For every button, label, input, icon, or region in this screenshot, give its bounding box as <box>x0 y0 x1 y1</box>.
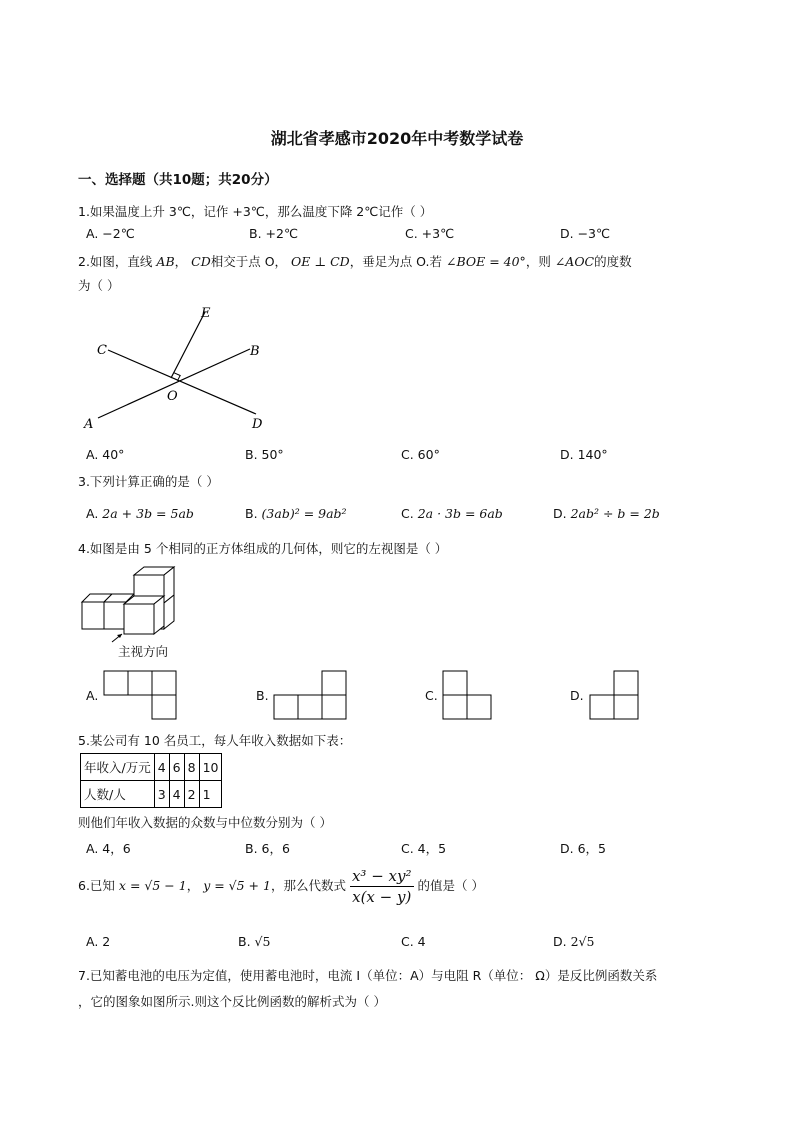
option-letter: D. <box>553 506 567 521</box>
line-cd <box>108 350 256 414</box>
q2-math-aoc: ∠AOC <box>554 254 595 269</box>
q4-option-c-label: C. <box>425 688 438 703</box>
q2-stem-part: 相交于点 O， <box>210 254 288 269</box>
table-cell: 1 <box>199 781 222 808</box>
q3-a-math: 2a + 3b = 5ab <box>102 506 194 521</box>
question-7-line1: 7.已知蓄电池的电压为定值，使用蓄电池时，电流 I（单位：A）与电阻 R（单位： Ω）是反比例函数关系 <box>78 968 658 983</box>
table-cell: 4 <box>169 781 184 808</box>
q4-option-b-figure <box>273 670 347 720</box>
q6-fraction <box>350 866 414 907</box>
question-6-stem <box>78 864 484 908</box>
q2-math-boe: ∠BOE = 40° <box>445 254 526 269</box>
option-letter: A. <box>86 506 99 521</box>
q3-option-c <box>401 506 503 521</box>
q1-option-d: D. −3℃ <box>560 226 611 241</box>
table-row <box>81 754 222 781</box>
q6-option-a: A. 2 <box>86 934 111 949</box>
q2-stem-part: ，垂足为点 O.若 <box>349 254 442 269</box>
q4-option-a-figure <box>103 670 177 720</box>
q6-stem-part: 的值是（ ） <box>417 878 484 893</box>
q6-math-x: x = √5 − 1 <box>118 878 187 893</box>
question-3-stem: 3.下列计算正确的是（ ） <box>78 474 219 489</box>
table-cell: 10 <box>199 754 222 781</box>
q6-stem-part: ，那么代数式 <box>270 878 346 893</box>
table-cell: 4 <box>154 754 169 781</box>
q4-option-b-label: B. <box>256 688 269 703</box>
q4-option-d-figure <box>589 670 639 720</box>
line-ab <box>98 349 250 418</box>
q6-b-math: √5 <box>254 934 271 949</box>
q6-option-c: C. 4 <box>401 934 426 949</box>
table-row <box>81 781 222 808</box>
q6-fraction-denominator: x(x − y) <box>352 888 412 906</box>
q3-option-a <box>86 506 194 521</box>
q2-option-d: D. 140° <box>560 447 608 462</box>
q6-stem-part: 6.已知 <box>78 878 115 893</box>
q2-option-a: A. 40° <box>86 447 125 462</box>
option-letter: B. <box>245 506 258 521</box>
q2-math-ab: AB <box>156 254 175 269</box>
q4-option-d-label: D. <box>570 688 584 703</box>
option-letter: B. <box>238 934 251 949</box>
q4-option-a-label: A. <box>86 688 99 703</box>
question-7-line2: ，它的图象如图所示.则这个反比例函数的解析式为（ ） <box>78 994 386 1009</box>
q6-option-d <box>553 934 594 949</box>
page-title: 湖北省孝感市2020年中考数学试卷 <box>270 129 524 148</box>
q3-option-d <box>553 506 660 521</box>
q5-option-d: D. 6，5 <box>560 841 606 856</box>
q3-b-math: (3ab)² = 9ab² <box>261 506 347 521</box>
q4-direction-label: 主视方向 <box>118 644 169 659</box>
question-5-stem: 5.某公司有 10 名员工，每人年收入数据如下表： <box>78 733 352 748</box>
q1-option-c: C. +3℃ <box>405 226 455 241</box>
question-5-follow: 则他们年收入数据的众数与中位数分别为（ ） <box>78 815 332 830</box>
q2-line-figure <box>80 300 280 435</box>
label-o: O <box>167 389 178 404</box>
label-c: C <box>97 343 107 358</box>
table-cell: 3 <box>154 781 169 808</box>
q1-option-b: B. +2℃ <box>249 226 298 241</box>
table-cell: 2 <box>184 781 199 808</box>
label-d: D <box>252 417 263 432</box>
q2-math-cd: CD <box>191 254 211 269</box>
q4-cube-figure <box>78 564 188 644</box>
ray-oe <box>171 312 205 378</box>
q3-c-math: 2a · 3b = 6ab <box>417 506 503 521</box>
q2-sep: ， <box>174 254 188 269</box>
q5-option-c: C. 4，5 <box>401 841 447 856</box>
table-cell: 年收入/万元 <box>81 754 155 781</box>
q6-d-math: 2√5 <box>570 934 595 949</box>
q1-option-a: A. −2℃ <box>86 226 135 241</box>
table-cell: 人数/人 <box>81 781 155 808</box>
q2-math-oe: OE ⊥ CD <box>291 254 350 269</box>
q6-sep: ， <box>186 878 200 893</box>
q2-stem-part: ，则 <box>525 254 551 269</box>
q3-option-b <box>245 506 347 521</box>
q2-stem-part: 2.如图，直线 <box>78 254 153 269</box>
income-table <box>80 753 222 808</box>
q3-d-math: 2ab² ÷ b = 2b <box>570 506 660 521</box>
q6-math-y: y = √5 + 1 <box>203 878 271 893</box>
q6-option-b <box>238 934 270 949</box>
question-2-stem-line2: 为（ ） <box>78 278 120 293</box>
q4-option-c-figure <box>442 670 492 720</box>
q2-stem-part: 的度数 <box>594 254 632 269</box>
option-letter: C. <box>401 506 414 521</box>
section-heading: 一、选择题（共10题；共20分） <box>78 172 278 188</box>
question-1-stem: 1.如果温度上升 3℃，记作 +3℃，那么温度下降 2℃记作（ ） <box>78 204 433 219</box>
label-e: E <box>201 306 211 321</box>
label-a: A <box>84 417 94 432</box>
q5-option-b: B. 6，6 <box>245 841 290 856</box>
question-4-stem: 4.如图是由 5 个相同的正方体组成的几何体，则它的左视图是（ ） <box>78 541 448 556</box>
question-2-stem <box>78 252 632 270</box>
option-letter: D. <box>553 934 567 949</box>
table-cell: 8 <box>184 754 199 781</box>
q6-fraction-numerator: x³ − xy² <box>351 867 412 885</box>
q2-option-c: C. 60° <box>401 447 440 462</box>
q5-option-a: A. 4，6 <box>86 841 131 856</box>
table-cell: 6 <box>169 754 184 781</box>
q2-option-b: B. 50° <box>245 447 284 462</box>
label-b: B <box>250 344 260 359</box>
